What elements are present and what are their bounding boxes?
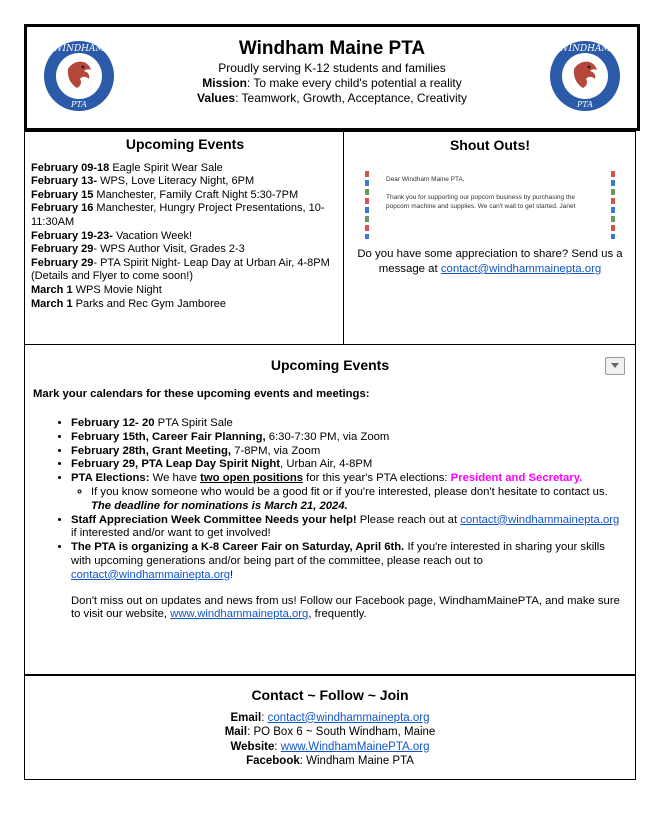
closing-text: , frequently.: [308, 608, 367, 621]
staff-text: Please reach out at: [356, 513, 461, 526]
mission-line: [127, 76, 537, 91]
event-item: [31, 298, 339, 312]
elections-text: for this year's PTA elections:: [303, 472, 451, 485]
event-date: February 19-23-: [31, 229, 113, 242]
item-text: , Urban Air, 4-8PM: [280, 458, 373, 471]
item-text: PTA Spirit Sale: [154, 417, 233, 429]
staff-email-link[interactable]: contact@windhammainepta.org: [460, 513, 620, 526]
event-item: [31, 230, 339, 244]
logo-top-text: WINDHAM: [559, 44, 611, 54]
closing-note: [71, 595, 627, 623]
events-shoutouts-section: [24, 131, 636, 345]
staff-heading: Staff Appreciation Week Committee Needs your help!: [71, 513, 357, 526]
event-date: March 1: [31, 297, 73, 310]
event-date: February 13-: [31, 175, 98, 188]
contact-website-line: Website: www.WindhamMainePTA.org: [230, 740, 430, 753]
elections-item: [71, 472, 627, 513]
header-banner: [24, 24, 640, 131]
shout-outs-title: Shout Outs!: [449, 137, 531, 153]
item-heading: February 28th, Grant Meeting,: [71, 444, 232, 457]
website-label: Website: [230, 740, 275, 753]
contact-email-link[interactable]: contact@windhammainepta.org: [440, 263, 602, 275]
logo-bottom-text: PTA: [576, 100, 594, 109]
website-link[interactable]: www.WindhamMainePTA.org: [280, 740, 430, 753]
header-subtitle: Proudly serving K-12 students and families: [218, 61, 446, 75]
header-text: [127, 37, 537, 106]
elections-subitem: [91, 486, 627, 514]
item-text: 7-8PM, via Zoom: [231, 444, 321, 457]
list-item: [71, 458, 627, 472]
list-item: [71, 445, 627, 459]
event-item: [31, 284, 339, 298]
thank-you-letter: [351, 163, 629, 243]
event-item: [31, 162, 339, 176]
event-item: [31, 257, 339, 284]
event-text: Eagle Spirit Wear Sale: [109, 161, 223, 174]
facebook-label: Facebook: [246, 755, 300, 767]
event-date: February 15: [31, 188, 94, 201]
mail-label: Mail: [224, 726, 248, 738]
elections-heading: PTA Elections:: [71, 472, 150, 485]
email-label: Email: [230, 711, 262, 724]
career-heading: The PTA is organizing a K-8 Career Fair on Saturday, April 6th.: [71, 541, 405, 554]
values-line: [127, 91, 537, 106]
contact-email-link[interactable]: contact@windhammainepta.org: [267, 711, 430, 724]
pta-logo: [42, 39, 116, 113]
item-heading: February 12- 20: [71, 417, 155, 429]
open-positions-text: two open positions: [200, 472, 304, 485]
open-positions-highlight: President and Secretary.: [450, 472, 583, 485]
staff-text: if interested and/or want to get involved!: [71, 527, 271, 540]
event-date: February 29: [31, 256, 94, 269]
values-label: Values: [197, 91, 236, 105]
main-events-title: Upcoming Events: [270, 357, 390, 373]
upcoming-events-panel: [31, 138, 339, 311]
elections-sub-text: If you know someone who would be a good fit or if you're interested, please don't hesitate to contact us.: [91, 485, 608, 498]
event-text: WPS Movie Night: [72, 283, 162, 296]
main-events-section: [24, 345, 636, 675]
appreciation-message: [347, 247, 633, 277]
event-text: Manchester, Hungry Project Presentations, 10-11:30AM: [31, 202, 325, 228]
letter-body: Thank you for supporting our popcorn business by purchasing the popcorn machine and supplies. We can't wait to get started. Janet: [386, 194, 576, 210]
career-text: If you're interested in sharing your skills with upcoming generations and/or being part of the committee, please reach out to: [71, 541, 605, 567]
event-item: [31, 202, 339, 229]
contact-facebook-line: [25, 754, 635, 769]
contact-mail-line: [25, 725, 635, 740]
facebook-name: : Windham Maine PTA: [299, 755, 414, 767]
event-text: WPS, Love Literacy Night, 6PM: [97, 175, 255, 188]
event-item: [31, 243, 339, 257]
mail-address: : PO Box 6 ~ South Windham, Maine: [247, 726, 436, 738]
event-text: Vacation Week!: [112, 229, 193, 242]
calendar-intro: Mark your calendars for these upcoming events and meetings:: [33, 388, 370, 400]
event-date: March 1: [31, 283, 73, 296]
letter-text: [386, 175, 599, 211]
event-text: - WPS Author Visit, Grades 2-3: [93, 243, 245, 256]
item-heading: February 15th, Career Fair Planning,: [71, 430, 266, 443]
contact-section: [24, 675, 636, 780]
letter-border-stripe: [611, 171, 615, 239]
upcoming-events-title: Upcoming Events: [125, 136, 245, 152]
nomination-deadline: The deadline for nominations is March 21, 2024.: [91, 499, 348, 512]
letter-greeting: Dear Windham Maine PTA,: [386, 176, 465, 183]
events-list: [33, 417, 627, 622]
contact-email-line: Email: contact@windhammainepta.org: [230, 711, 430, 724]
pta-logo: [548, 39, 622, 113]
career-email-link[interactable]: contact@windhammainepta.org: [71, 568, 231, 581]
mission-label: Mission: [202, 76, 247, 90]
appreciation-text: Do you have some appreciation to share? Send us a message at: [357, 248, 623, 275]
list-item: [71, 417, 627, 431]
contact-title: Contact ~ Follow ~ Join: [251, 687, 409, 703]
career-fair-item: [71, 541, 627, 582]
page-title: Windham Maine PTA: [238, 38, 426, 59]
event-date: February 16: [31, 202, 94, 215]
event-text: - PTA Spirit Night- Leap Day at Urban Air, 4-8PM (Details and Flyer to come soon!): [31, 256, 330, 283]
logo-bottom-text: PTA: [70, 100, 88, 109]
website-link[interactable]: www.windhammainepta.org: [170, 608, 309, 621]
closing-text: Don't miss out on updates and news from us! Follow our Facebook page, WindhamMainePTA, and make sure to visit our website,: [71, 594, 620, 621]
elections-text: We have: [149, 472, 201, 485]
career-text: !: [230, 568, 234, 581]
event-item: [31, 175, 339, 189]
list-item: [71, 431, 627, 445]
event-text: Parks and Rec Gym Jamboree: [72, 297, 227, 310]
column-divider: [343, 132, 344, 344]
event-text: Manchester, Family Craft Night 5:30-7PM: [93, 188, 299, 201]
event-item: [31, 189, 339, 203]
staff-appreciation-item: [71, 514, 627, 542]
shout-outs-panel: [347, 138, 633, 277]
event-date: February 09-18: [31, 161, 110, 174]
logo-top-text: WINDHAM: [53, 44, 105, 54]
letter-border-stripe: [365, 171, 369, 239]
item-text: 6:30-7:30 PM, via Zoom: [265, 430, 390, 443]
values-text: : Teamwork, Growth, Acceptance, Creativity: [235, 91, 467, 105]
mission-text: : To make every child's potential a reality: [246, 76, 462, 90]
event-date: February 29: [31, 243, 94, 256]
item-heading: February 29, PTA Leap Day Spirit Night: [71, 458, 281, 471]
